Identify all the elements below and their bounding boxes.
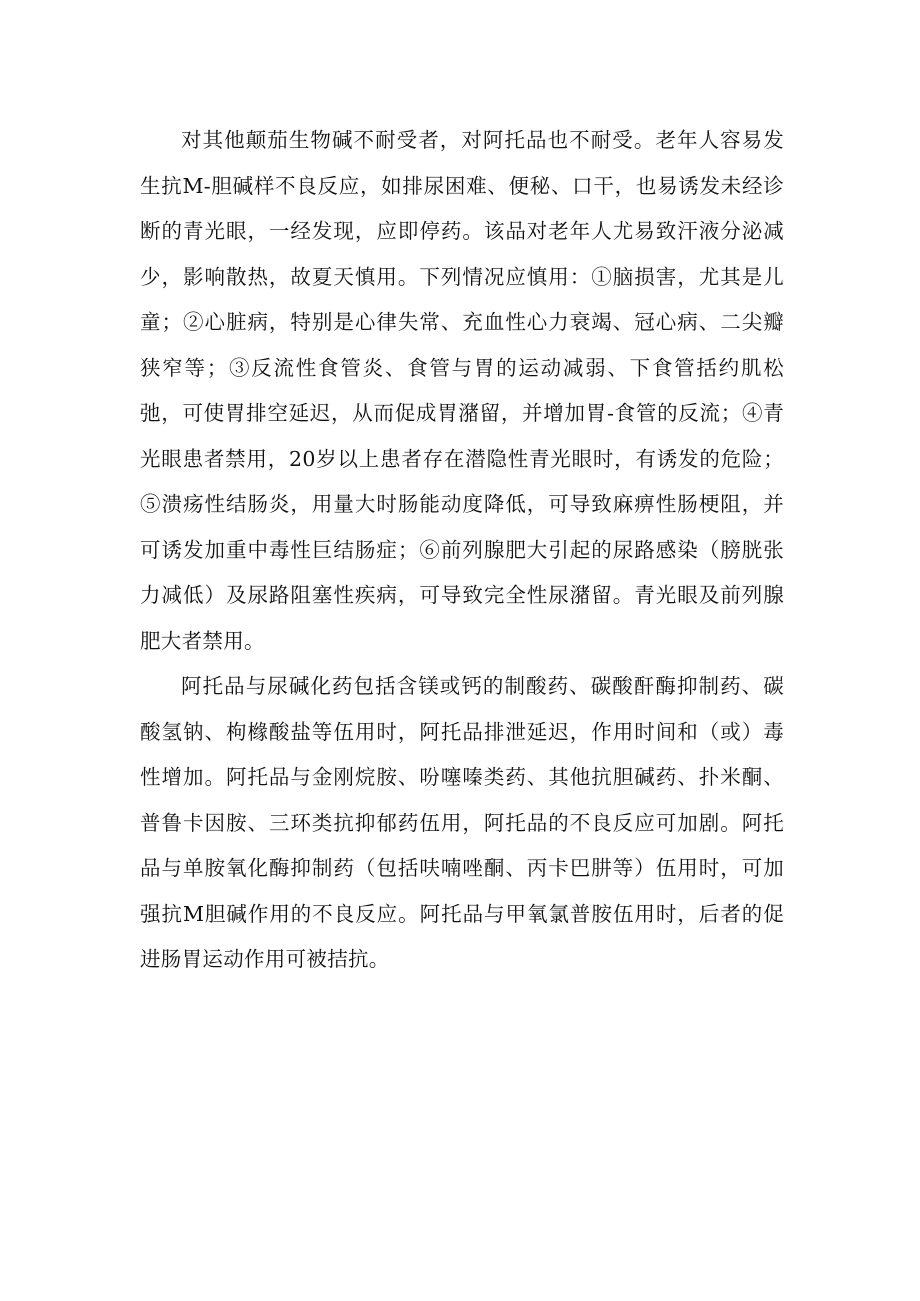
- paragraph-1: 对其他颠茄生物碱不耐受者，对阿托品也不耐受。老年人容易发生抗M-胆碱样不良反应，如排尿困难、便秘、口干，也易诱发未经诊断的青光眼，一经发现，应即停药。该品对老年人尤易致汗液分泌减少，影响散热，故夏天慎用。下列情况应慎用：①脑损害，尤其是儿童；②心脏病，特别是心律失常、充血性心力衰竭、冠心病、二尖瓣狭窄等；③反流性食管炎、食管与胃的运动减弱、下食管括约肌松弛，可使胃排空延迟，从而促成胃潴留，并增加胃-食管的反流；④青光眼患者禁用，20岁以上患者存在潜隐性青光眼时，有诱发的危险；⑤溃疡性结肠炎，用量大时肠能动度降低，可导致麻痹性肠梗阻，并可诱发加重中毒性巨结肠症；⑥前列腺肥大引起的尿路感染（膀胱张力减低）及尿路阻塞性疾病，可导致完全性尿潴留。青光眼及前列腺肥大者禁用。: [140, 128, 784, 653]
- paragraph-2: 阿托品与尿碱化药包括含镁或钙的制酸药、碳酸酐酶抑制药、碳酸氢钠、枸橼酸盐等伍用时，阿托品排泄延迟，作用时间和（或）毒性增加。阿托品与金刚烷胺、吩噻嗪类药、其他抗胆碱药、扑米酮、普鲁卡因胺、三环类抗抑郁药伍用，阿托品的不良反应可加剧。阿托品与单胺氧化酶抑制药（包括呋喃唑酮、丙卡巴肼等）伍用时，可加强抗M胆碱作用的不良反应。阿托品与甲氧氯普胺伍用时，后者的促进肠胃运动作用可被拮抗。: [140, 674, 784, 971]
- document-body: [140, 118, 784, 983]
